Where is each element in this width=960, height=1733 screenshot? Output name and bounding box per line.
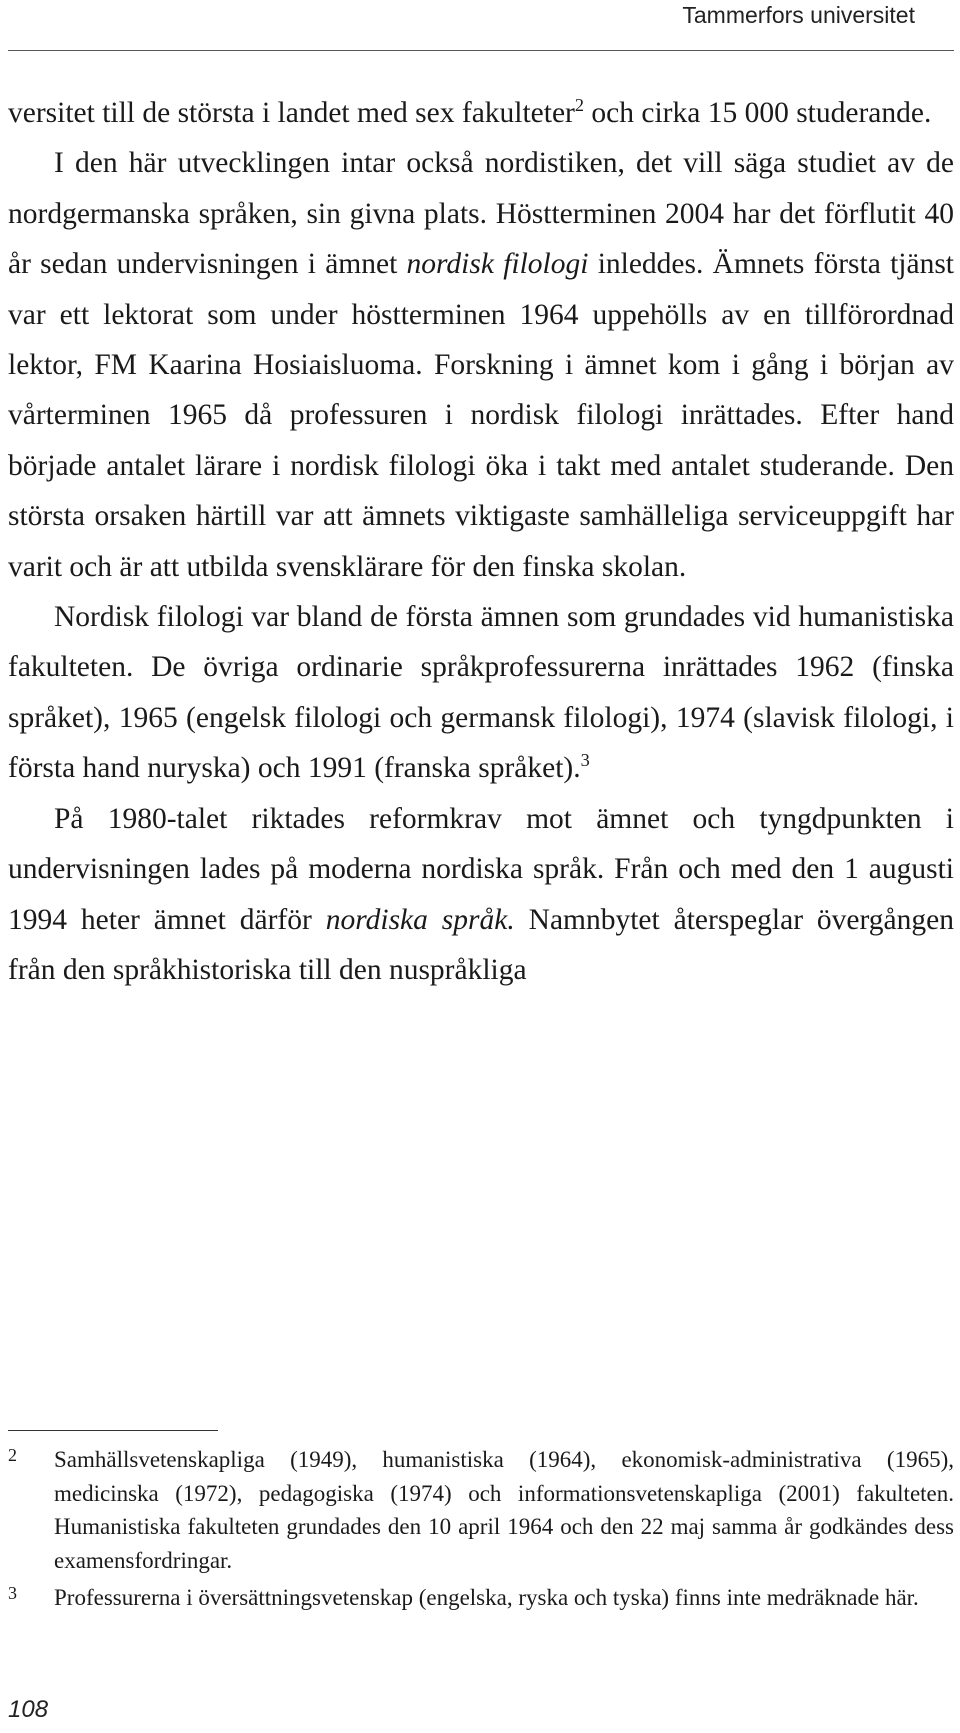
paragraph-2-text-b: inleddes. Ämnets första tjänst var ett lektorat som under höstterminen 1964 uppehölls av en tillförordnad lektor, FM Kaarina Hosiaisluoma. Forskning i ämnet kom i gång i början av vårterminen 1965 då professuren i nordisk filologi inrättades. Efter hand började antalet lärare i nordisk filologi öka i takt med antalet studerande. Den största orsaken härtill var att ämnets viktigaste samhälleliga serviceuppgift har varit och är att utbilda svensklärare för den finska skolan. <box>8 248 954 583</box>
footnotes <box>8 1443 954 1619</box>
header-rule <box>8 50 954 51</box>
body-text <box>8 88 954 995</box>
paragraph-4-text-a: På 1980-talet riktades reformkrav mot ämnet och tyngdpunkten i undervisningen lades på moderna nordiska språk. Från och med den 1 augusti 1994 heter ämnet därför <box>8 802 954 936</box>
footnote-text: Samhällsvetenskapliga (1949), humanistiska (1964), ekonomisk-administrativa (1965), medicinska (1972), pedagogiska (1974) och informationsvetenskapliga (2001) fakulteten. Humanistiska fakulteten grundades den 10 april 1964 och den 22 maj samma år godkändes dess examensfordringar. <box>54 1447 954 1573</box>
footnote-rule <box>8 1430 218 1431</box>
footnote-ref-2[interactable]: 2 <box>574 95 585 116</box>
paragraph-3-text: Nordisk filologi var bland de första ämnen som grundades vid humanistiska fakulteten. De övriga ordinarie språkprofessurerna inrättades 1962 (finska språket), 1965 (engelsk filologi och germansk filologi), 1974 (slavisk filologi, i första hand nuryska) och 1991 (franska språket). <box>8 601 954 785</box>
paragraph-1-end: och cirka 15 000 studerande. <box>584 97 932 129</box>
running-head: Tammerfors universitet <box>682 2 915 28</box>
paragraph-3 <box>8 592 954 794</box>
paragraph-4-text-b: Namnbytet återspeglar övergången från den språkhistoriska till den nuspråkliga <box>8 903 954 986</box>
term-nordiska-sprak: nordiska språk. <box>325 903 515 936</box>
footnote-text: Professurerna i översättningsvetenskap (engelska, ryska och tyska) finns inte medräknade här. <box>54 1585 919 1610</box>
page-number: 108 <box>8 1696 49 1723</box>
footnote-number: 2 <box>8 1445 17 1465</box>
term-nordisk-filologi: nordisk filologi <box>406 248 589 281</box>
paragraph-1 <box>8 88 954 138</box>
paragraph-4 <box>8 794 954 996</box>
paragraph-2-text-a: I den här utvecklingen intar också nordistiken, det vill säga studiet av de nordgermanska språken, sin givna plats. Höstterminen 2004 har det förflutit 40 år sedan undervisningen i ämnet <box>8 147 954 281</box>
footnote-3 <box>8 1581 954 1615</box>
footnote-2 <box>8 1443 954 1577</box>
paragraph-2 <box>8 138 954 592</box>
paragraph-1-text: versitet till de största i landet med sex fakulteter <box>8 97 575 129</box>
footnote-ref-3[interactable]: 3 <box>580 750 590 771</box>
footnote-number: 3 <box>8 1583 17 1603</box>
